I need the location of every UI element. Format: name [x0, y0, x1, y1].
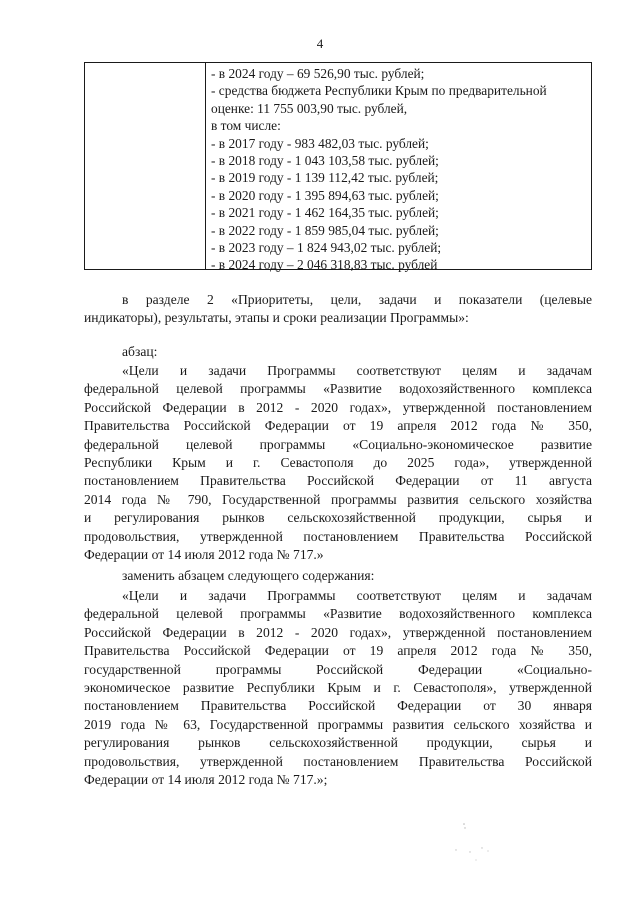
table-line: - средства бюджета Республики Крым по предварительной оценке: 11 755 003,90 тыс. рублей, [211, 83, 547, 116]
paragraph-line: Федерации от 14 июля 2012 года № 717.» [84, 547, 324, 563]
table-line: - в 2018 году - 1 043 103,58 тыс. рублей; [211, 153, 439, 169]
paragraph-line: постановлением Правительства Российской Федерации от 30 января [84, 698, 592, 714]
paragraph-line: постановлением Правительства Российской Федерации от 11 августа [84, 473, 592, 489]
table-line: - в 2023 году – 1 824 943,02 тыс. рублей; [211, 240, 442, 256]
table-line: - в 2020 году - 1 395 894,63 тыс. рублей; [211, 187, 439, 203]
section-intro [84, 291, 592, 328]
paragraph-line: продовольствия, утвержденной постановлением Правительства Российской [84, 753, 592, 769]
paragraph-line: Республики Крым и г. Севастополя до 2025 года», утвержденной [84, 455, 592, 471]
paragraph-line: федеральной целевой программы «Социально-экономическое развитие [84, 436, 592, 452]
table-line: - в 2017 году - 983 482,03 тыс. рублей; [211, 135, 429, 151]
funding-table [84, 62, 592, 273]
new-paragraph [84, 587, 592, 789]
paragraph-line: Российской Федерации в 2012 - 2020 годах», утвержденной постановлением [84, 624, 592, 640]
section-intro-line: индикаторы), результаты, этапы и сроки реализации Программы»: [84, 310, 469, 326]
table-line: - в 2019 году - 1 139 112,42 тыс. рублей; [211, 170, 439, 186]
paragraph-line: Правительства Российской Федерации от 19 апреля 2012 года № 350, [84, 643, 592, 659]
paragraph-line: экономическое развитие Республики Крым и г. Севастополя», утвержденной [84, 680, 592, 696]
old-paragraph [84, 362, 592, 564]
page-number: 4 [316, 36, 324, 51]
table-left-cell [85, 63, 205, 269]
paragraph-line: Российской Федерации в 2012 - 2020 годах», утвержденной постановлением [84, 399, 592, 415]
replace-label: заменить абзацем следующего содержания: [122, 568, 375, 583]
table-line: - в 2022 году - 1 859 985,04 тыс. рублей; [211, 222, 439, 238]
paragraph-line: федеральной целевой программы «Развитие водохозяйственного комплекса [84, 381, 592, 397]
table-line: - в 2024 году – 2 046 318,83 тыс. рублей [211, 257, 438, 273]
section-intro-line: в разделе 2 «Приоритеты, цели, задачи и показатели (целевые [122, 292, 592, 307]
paragraph-line: и регулирования рынков сельскохозяйственной продукции, сырья и [84, 510, 592, 526]
paragraph-line: Федерации от 14 июля 2012 года № 717.»; [84, 772, 328, 788]
paragraph-line: 2014 года № 790, Государственной программы развития сельского хозяйства [84, 491, 592, 507]
paragraph-line: «Цели и задачи Программы соответствуют целям и задачам [122, 588, 592, 603]
paragraph-line: продовольствия, утвержденной постановлением Правительства Российской [84, 528, 592, 544]
abzac-label: абзац: [122, 344, 158, 359]
paragraph-line: Правительства Российской Федерации от 19 апреля 2012 года № 350, [84, 418, 592, 434]
paragraph-line: 2019 года № 63, Государственной программы развития сельского хозяйства и [84, 716, 592, 732]
scan-specks [450, 820, 510, 870]
table-column-divider [205, 63, 206, 269]
table-line: в том числе: [211, 118, 281, 134]
paragraph-line: «Цели и задачи Программы соответствуют целям и задачам [122, 363, 592, 378]
paragraph-line: государственной программы Российской Федерации «Социально- [84, 661, 592, 677]
table-line: - в 2021 году - 1 462 164,35 тыс. рублей; [211, 205, 439, 221]
paragraph-line: федеральной целевой программы «Развитие водохозяйственного комплекса [84, 606, 592, 622]
table-right-cell [211, 65, 587, 274]
table-line: - в 2024 году – 69 526,90 тыс. рублей; [211, 66, 425, 81]
paragraph-line: регулирования рынков сельскохозяйственной продукции, сырья и [84, 735, 592, 751]
